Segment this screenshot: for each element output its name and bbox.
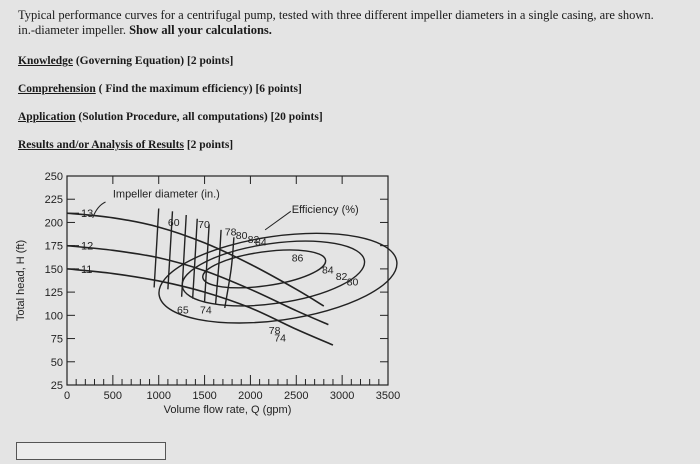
efficiency-value-label: 86: [291, 252, 304, 265]
efficiency-value-label: 84: [255, 236, 267, 249]
pump-performance-chart: [0, 162, 420, 432]
efficiency-curve: [216, 230, 222, 304]
y-tick-label: 100: [44, 310, 63, 323]
x-tick-label: 1000: [146, 390, 171, 402]
x-tick-label: 0: [63, 390, 71, 402]
efficiency-value-label: 74: [199, 304, 212, 317]
efficiency-value-label: 65: [177, 304, 189, 317]
efficiency-value-label: 60: [167, 217, 180, 230]
rubric-detail: (Solution Procedure, all computations) [20 points]: [75, 111, 323, 123]
y-tick-label: 250: [44, 171, 63, 183]
y-tick-label: 150: [44, 263, 63, 276]
question-instruction: Show all your calculations.: [129, 23, 272, 37]
rubric-detail: (Governing Equation) [2 points]: [72, 55, 234, 67]
answer-input-box[interactable]: [16, 442, 166, 460]
rubric-label: Comprehension: [18, 83, 96, 95]
efficiency-value-label: 78: [268, 324, 281, 337]
y-tick-label: 200: [44, 217, 63, 230]
rubric-results: [18, 139, 233, 151]
y-tick-label: 225: [44, 194, 63, 207]
efficiency-value-label: 80: [235, 230, 248, 243]
efficiency-annotation: Efficiency (%): [291, 204, 359, 217]
efficiency-curve: [205, 224, 210, 301]
rubric-detail: ( Find the maximum efficiency) [6 points]: [95, 83, 302, 95]
impeller-annotation: Impeller diameter (in.): [112, 188, 220, 201]
y-tick-label: 75: [50, 333, 63, 346]
efficiency-value-label: 74: [274, 332, 286, 345]
efficiency-value-label: 78: [224, 226, 237, 239]
rubric-label: Results and/or Analysis of Results: [18, 139, 184, 151]
x-tick-label: 1500: [192, 390, 217, 402]
impeller-label-12: 12: [81, 240, 94, 253]
question-line-2: [18, 23, 698, 38]
y-axis-label: Total head, H (ft): [15, 239, 27, 322]
rubric-comprehension: [18, 83, 302, 95]
x-tick-label: 500: [103, 390, 123, 402]
x-tick-label: 3500: [375, 390, 401, 402]
impeller-label-13: 13: [81, 208, 94, 221]
efficiency-value-label: 70: [198, 219, 210, 232]
y-tick-label: 175: [44, 240, 63, 253]
y-tick-label: 50: [50, 356, 63, 369]
efficiency-curve: [154, 209, 159, 288]
y-tick-label: 125: [44, 287, 63, 300]
rubric-detail: [2 points]: [183, 139, 234, 151]
question-text: [18, 8, 698, 38]
rubric-application: [18, 111, 323, 123]
efficiency-leader-line: [265, 211, 291, 230]
x-tick-label: 2000: [238, 390, 263, 402]
efficiency-value-label: 82: [335, 271, 348, 284]
question-line-2-prefix: in.-diameter impeller.: [18, 23, 126, 37]
rubric-knowledge: [18, 55, 233, 67]
efficiency-value-label: 82: [247, 233, 260, 246]
rubric-label: Application: [18, 111, 76, 123]
y-tick-label: 25: [50, 380, 63, 392]
x-tick-label: 2500: [284, 390, 309, 402]
x-axis-label: Volume flow rate, Q (gpm): [163, 404, 292, 416]
rubric-label: Knowledge: [18, 55, 73, 67]
x-tick-label: 3000: [329, 390, 355, 402]
efficiency-value-label: 80: [346, 276, 359, 289]
question-line-1: Typical performance curves for a centrifugal pump, tested with three different impeller diameters in a single casing, are shown.: [18, 8, 654, 22]
impeller-label-11: 11: [81, 263, 93, 276]
efficiency-curve: [225, 237, 234, 308]
efficiency-value-label: 84: [321, 264, 334, 277]
